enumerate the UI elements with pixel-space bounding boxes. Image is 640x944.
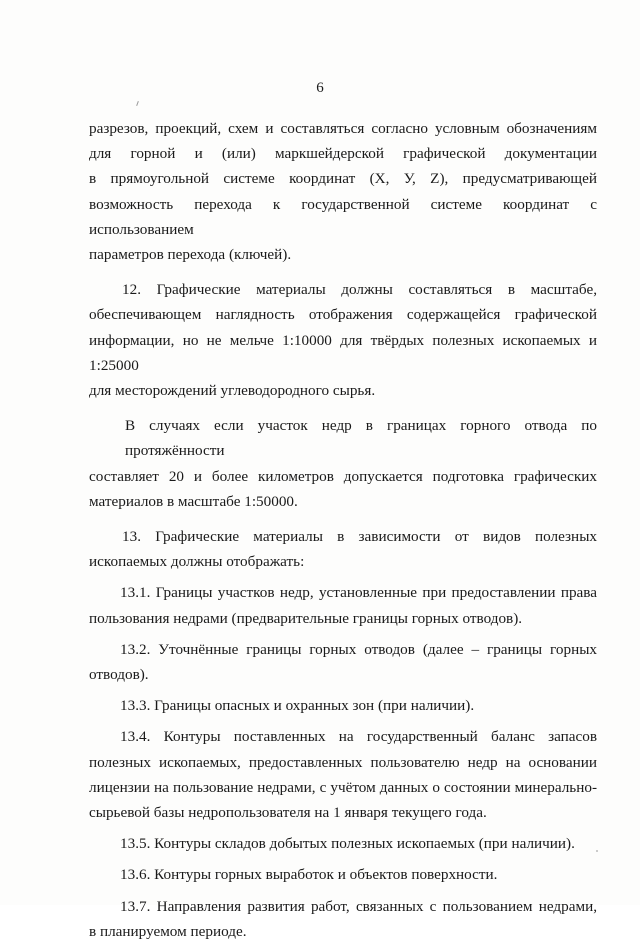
text-line: лицензии на пользование недрами, с учётом данных о состоянии минерально- <box>89 778 597 796</box>
text-line: 13.1. Границы участков недр, установленные при предоставлении права <box>120 584 597 602</box>
text-line: пользования недрами (предварительные границы горных отводов). <box>89 609 523 627</box>
text-line: 12. Графические материалы должны составляться в масштабе, <box>122 281 597 299</box>
text-line: составляет 20 и более километров допускается подготовка графических <box>89 467 597 485</box>
text-line: полезных ископаемых, предоставленных пользователю недр на основании <box>89 753 597 771</box>
text-line: сырьевой базы недропользователя на 1 января текущего года. <box>89 804 487 822</box>
paragraph-12 <box>89 277 597 403</box>
text-line: отводов). <box>89 666 149 684</box>
text-line: материалов в масштабе 1:50000. <box>89 492 298 510</box>
text-line: для месторождений углеводородного сырья. <box>89 382 376 400</box>
document-body <box>89 116 597 944</box>
text-line: 13.6. Контуры горных выработок и объектов поверхности. <box>120 866 498 884</box>
paragraph-continuation <box>89 116 597 267</box>
paragraph-12-note <box>89 413 597 514</box>
paragraph-13-3 <box>89 693 597 718</box>
text-line: разрезов, проекций, схем и составляться согласно условным обозначениям <box>89 120 597 137</box>
text-line: параметров перехода (ключей). <box>89 246 292 264</box>
text-line: В случаях если участок недр в границах горного отвода по протяжённости <box>125 417 597 460</box>
scan-artifact-mark <box>136 101 139 106</box>
paragraph-13-4 <box>89 724 597 825</box>
text-line: 13. Графические материалы в зависимости от видов полезных <box>122 528 597 546</box>
paragraph-13-5 <box>89 831 597 856</box>
page-number: 6 <box>316 80 324 96</box>
text-line: 13.7. Направления развития работ, связанных с пользованием недрами, <box>120 897 597 915</box>
text-line: информации, но не мельче 1:10000 для твёрдых полезных ископаемых и 1:25000 <box>89 331 597 374</box>
text-line: 13.5. Контуры складов добытых полезных ископаемых (при наличии). <box>120 835 575 853</box>
text-line: 13.4. Контуры поставленных на государственный баланс запасов <box>120 728 597 746</box>
paragraph-13-1 <box>89 580 597 630</box>
text-line: в планируемом периоде. <box>89 922 247 940</box>
text-line: в прямоугольной системе координат (X, У, Z), предусматривающей <box>89 170 597 188</box>
paragraph-13-7 <box>89 894 597 944</box>
text-line: ископаемых должны отображать: <box>89 553 305 571</box>
paragraph-13-6 <box>89 862 597 887</box>
text-line: 13.2. Уточнённые границы горных отводов (далее – границы горных <box>120 640 597 658</box>
paragraph-13 <box>89 524 597 574</box>
text-line: для горной и (или) маркшейдерской графической документации <box>89 145 597 163</box>
text-line: возможность перехода к государственной системе координат с использованием <box>89 195 597 238</box>
text-line: обеспечивающем наглядность отображения содержащейся графической <box>89 306 597 324</box>
paragraph-13-2 <box>89 637 597 687</box>
text-line: 13.3. Границы опасных и охранных зон (при наличии). <box>120 697 475 715</box>
